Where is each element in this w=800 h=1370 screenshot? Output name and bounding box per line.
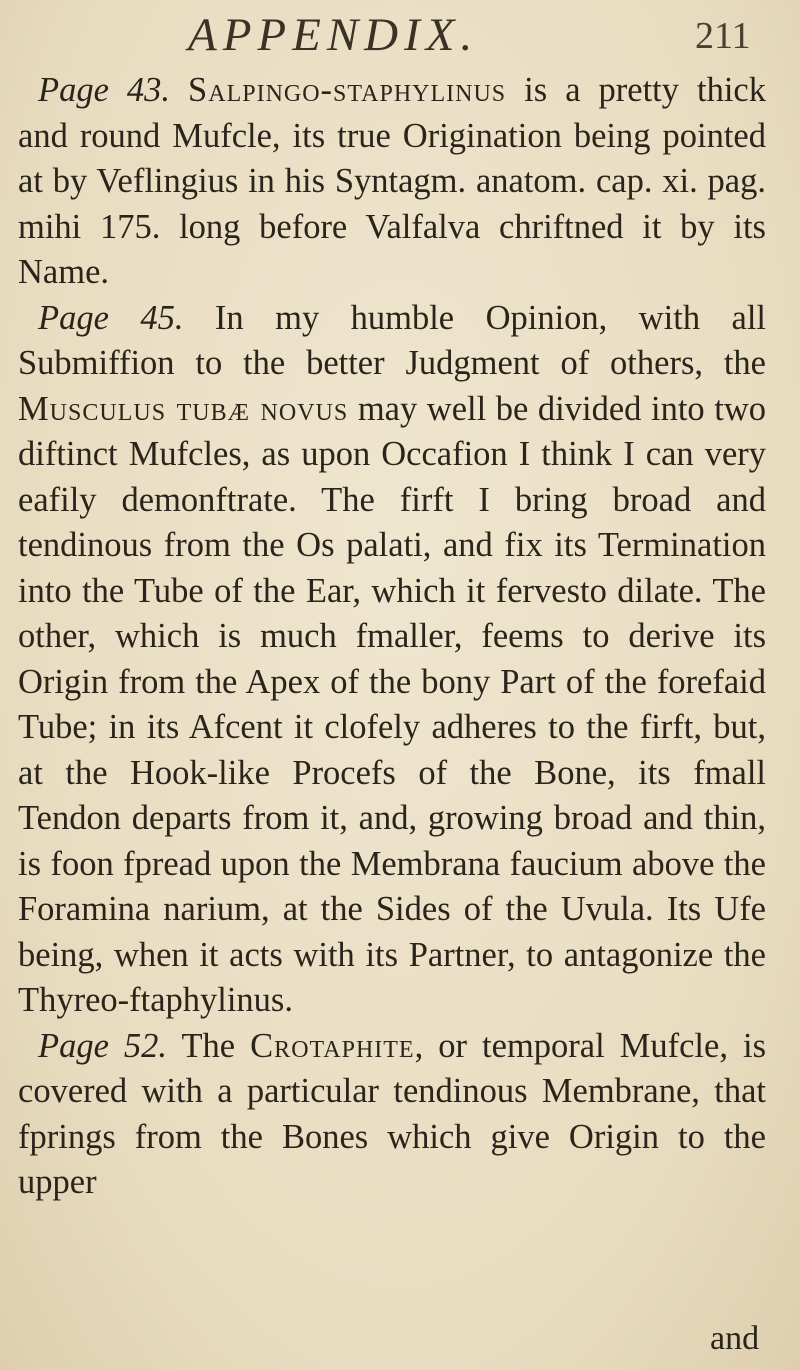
catchword: and <box>710 1320 760 1357</box>
paragraph-text: The <box>167 1026 251 1065</box>
running-title: APPENDIX. <box>188 9 479 61</box>
page-reference: Page 45. <box>38 298 184 337</box>
page-reference: Page 43. <box>38 71 171 109</box>
muscle-name: Musculus tubæ novus <box>18 389 349 428</box>
paragraph-text: may well be divided into two diftinct Mufcles, as upon Occafion I think I can very eafily demonftrate. The firft I bring broad and tendinous from the Os palati, and fix its Termination into the Tube of the Ear, which it fervesto dilate. The other, which is much fmaller, feems to derive its Origin from the Apex of the bony Part of the forefaid Tube; in its Afcent it clofely adheres to the firft, but, at the Hook-like Procefs of the Bone, its fmall Tendon departs from it, and, growing broad and thin, is foon fpread upon the Membrana faucium above the Foramina narium, at the Sides of the Uvula. Its Ufe being, when it acts with its Partner, to antagonize the Thyreo-ftaphylinus. <box>18 389 767 1019</box>
body-text <box>18 68 766 1206</box>
muscle-name: Salpingo-staphylinus <box>188 71 507 109</box>
paragraph-text: , or temporal Mufcle, is covered with a particular tendinous Membrane, that fprings from the Bones which give Origin to the upper <box>18 1026 767 1201</box>
paragraph-page-52 <box>18 1024 766 1206</box>
page-number: 211 <box>695 15 751 57</box>
paragraph-text: is a pretty thick and round Mufcle, its true Origination being pointed at by Veflingius in his Syntagm. anatom. cap. xi. pag. mihi 175. long before Valfalva chriftned it by its Name. <box>18 71 766 291</box>
paragraph-page-43 <box>18 68 766 296</box>
paragraph-text: In my humble Opinion, with all Submiffion to the better Judgment of others, the <box>18 298 766 382</box>
page-header <box>0 8 800 64</box>
muscle-name: Crotaphite <box>250 1026 415 1065</box>
page-reference: Page 52. <box>38 1026 168 1065</box>
paragraph-page-45 <box>18 296 766 1024</box>
